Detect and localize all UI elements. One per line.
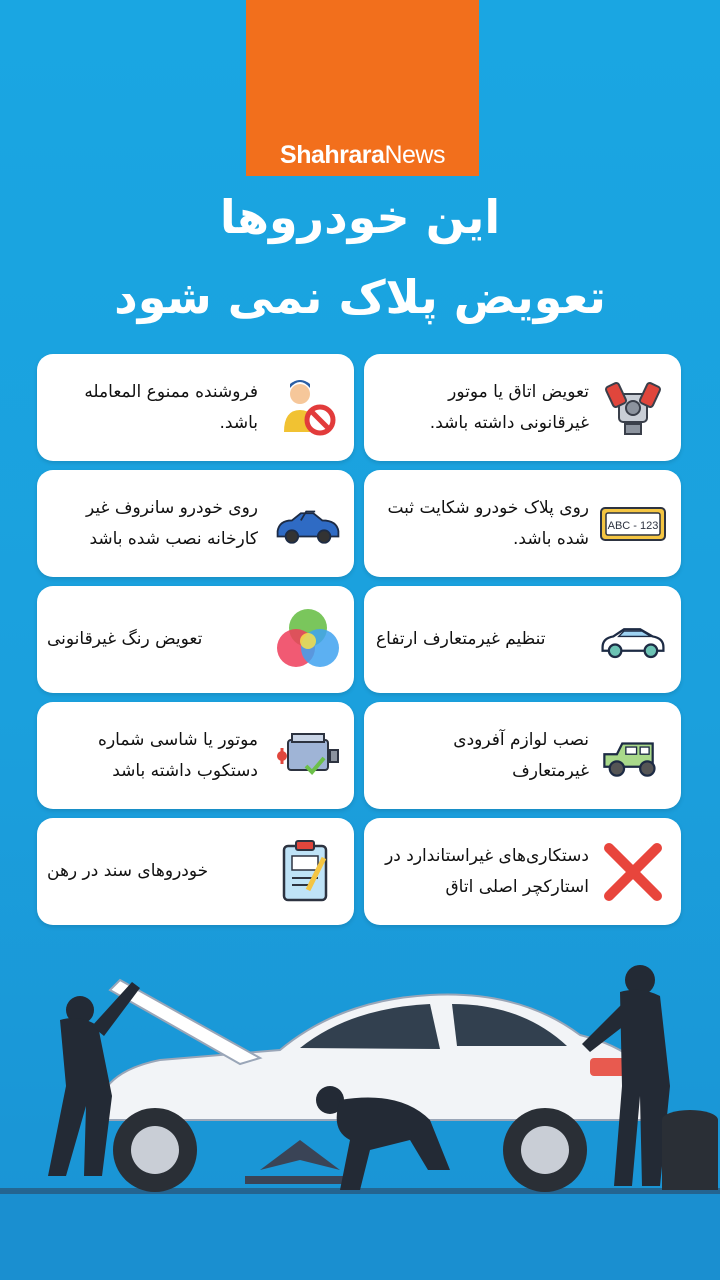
card-text: خودروهای سند در رهن [47, 861, 209, 881]
card-text: روی خودرو سانروف غیر کارخانه نصب شده باشد [86, 497, 258, 549]
red-x-icon [599, 838, 667, 906]
card-offroad [364, 702, 681, 809]
card-mortgage [37, 818, 354, 925]
card-structure [364, 818, 681, 925]
headline-line1: این خودروها [219, 190, 501, 244]
card-color [37, 586, 354, 693]
brand-logo [246, 0, 479, 176]
card-text: تعویض رنگ غیرقانونی [47, 629, 203, 649]
card-sunroof [37, 470, 354, 577]
color-wheel-icon [274, 606, 342, 674]
card-text: دستکاری‌های غیراستاندارد در استارکچر اصلی اتاق [385, 845, 589, 897]
engine-block-icon [274, 722, 342, 790]
headline-line2: تعویض پلاک نمی شود [114, 270, 606, 324]
mechanics-car-illustration [0, 940, 720, 1280]
license-plate-icon [599, 490, 667, 558]
engine-icon [599, 374, 667, 442]
card-text: موتور یا شاسی شماره دستکوب داشته باشد [98, 729, 258, 781]
card-text: نصب لوازم آفرودی غیرمتعارف [453, 729, 589, 781]
card-text: روی پلاک خودرو شکایت ثبت شده باشد. [387, 497, 589, 549]
card-height [364, 586, 681, 693]
jeep-icon [599, 722, 667, 790]
banned-seller-icon [274, 374, 342, 442]
card-plate-complaint [364, 470, 681, 577]
svg-text:ABC - 123: ABC - 123 [607, 519, 659, 532]
brand-name: ShahraraNews [280, 141, 445, 169]
card-text: تعویض اتاق یا موتور غیرقانونی داشته باشد. [429, 381, 589, 433]
card-text: تنظیم غیرمتعارف ارتفاع [376, 629, 546, 649]
card-chassis [37, 702, 354, 809]
convertible-car-icon [274, 490, 342, 558]
card-banned-seller [37, 354, 354, 461]
card-chamber-engine [364, 354, 681, 461]
car-icon [599, 606, 667, 674]
card-text: فروشنده ممنوع المعامله باشد. [84, 381, 258, 433]
document-icon [274, 838, 342, 906]
